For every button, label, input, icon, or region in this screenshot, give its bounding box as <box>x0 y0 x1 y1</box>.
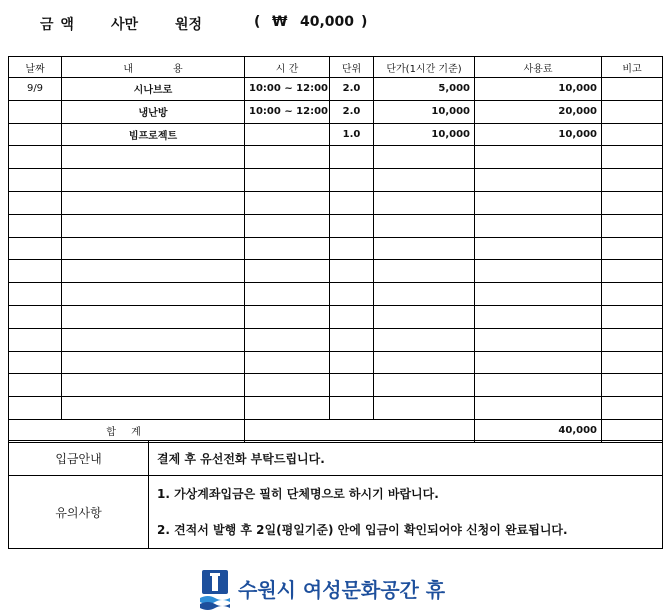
amount-header <box>0 14 668 36</box>
paren-open: ( <box>254 14 261 30</box>
cell-unit: 2.0 <box>330 100 374 123</box>
empty-cell <box>374 146 475 169</box>
cell-note <box>602 123 663 146</box>
cell-content: 냉난방 <box>62 100 245 123</box>
deposit-text: 결제 후 유선전화 부탁드립니다. <box>149 441 663 476</box>
empty-row <box>9 146 663 169</box>
empty-cell <box>475 328 602 351</box>
empty-cell <box>62 283 245 306</box>
deposit-row <box>9 441 663 476</box>
empty-cell <box>9 237 62 260</box>
col-header-content: 내 용 <box>62 57 245 78</box>
empty-cell <box>330 191 374 214</box>
empty-cell <box>374 328 475 351</box>
empty-cell <box>245 260 330 283</box>
empty-cell <box>9 260 62 283</box>
empty-cell <box>62 260 245 283</box>
empty-cell <box>374 283 475 306</box>
empty-cell <box>475 283 602 306</box>
empty-row <box>9 351 663 374</box>
empty-cell <box>330 169 374 192</box>
cell-note <box>602 100 663 123</box>
empty-cell <box>475 169 602 192</box>
empty-row <box>9 374 663 397</box>
cell-unit: 1.0 <box>330 123 374 146</box>
deposit-label: 입금안내 <box>9 441 149 476</box>
empty-row <box>9 169 663 192</box>
total-row <box>9 419 663 442</box>
empty-cell <box>9 214 62 237</box>
amount-words-2: 원정 <box>175 17 203 33</box>
amount-label: 금 액 <box>40 17 75 33</box>
empty-cell <box>330 260 374 283</box>
empty-cell <box>330 146 374 169</box>
empty-row <box>9 214 663 237</box>
empty-cell <box>602 191 663 214</box>
table-row <box>9 100 663 123</box>
empty-cell <box>245 397 330 420</box>
empty-row <box>9 260 663 283</box>
empty-cell <box>602 305 663 328</box>
empty-cell <box>475 374 602 397</box>
empty-cell <box>62 374 245 397</box>
empty-cell <box>245 305 330 328</box>
empty-cell <box>62 146 245 169</box>
empty-cell <box>374 237 475 260</box>
empty-cell <box>475 397 602 420</box>
cell-date: 9/9 <box>9 78 62 101</box>
empty-cell <box>9 328 62 351</box>
empty-cell <box>330 397 374 420</box>
cell-date <box>9 100 62 123</box>
empty-cell <box>602 169 663 192</box>
caution-item-2: 2. 견적서 발행 후 2일(평일기준) 안에 입금이 확인되어야 신청이 완료됩니다. <box>157 523 568 537</box>
empty-cell <box>602 397 663 420</box>
cell-unit-price: 5,000 <box>374 78 475 101</box>
empty-cell <box>602 374 663 397</box>
empty-cell <box>62 214 245 237</box>
empty-cell <box>602 214 663 237</box>
empty-cell <box>475 191 602 214</box>
empty-cell <box>9 374 62 397</box>
empty-cell <box>374 351 475 374</box>
col-header-fee: 사용료 <box>475 57 602 78</box>
empty-row <box>9 237 663 260</box>
empty-cell <box>374 305 475 328</box>
cell-time: 10:00 ~ 12:00 <box>245 78 330 101</box>
empty-cell <box>475 260 602 283</box>
empty-cell <box>330 351 374 374</box>
empty-cell <box>602 260 663 283</box>
empty-cell <box>245 351 330 374</box>
total-note <box>602 419 663 442</box>
empty-cell <box>330 374 374 397</box>
empty-cell <box>475 237 602 260</box>
empty-cell <box>330 214 374 237</box>
empty-cell <box>374 169 475 192</box>
empty-cell <box>62 305 245 328</box>
notes-table <box>8 440 663 549</box>
empty-cell <box>9 169 62 192</box>
amount-words-1: 사만 <box>111 17 139 33</box>
empty-cell <box>245 237 330 260</box>
cell-content: 빔프로젝트 <box>62 123 245 146</box>
empty-cell <box>475 305 602 328</box>
col-header-note: 비고 <box>602 57 663 78</box>
table-row <box>9 123 663 146</box>
table-header-row <box>9 57 663 78</box>
empty-cell <box>602 283 663 306</box>
empty-cell <box>245 374 330 397</box>
col-header-date: 날짜 <box>9 57 62 78</box>
cell-unit-price: 10,000 <box>374 123 475 146</box>
empty-cell <box>62 169 245 192</box>
empty-cell <box>374 260 475 283</box>
cell-date <box>9 123 62 146</box>
empty-cell <box>602 146 663 169</box>
empty-cell <box>475 351 602 374</box>
currency-symbol: ₩ <box>272 14 288 30</box>
empty-row <box>9 305 663 328</box>
empty-row <box>9 328 663 351</box>
cell-fee: 10,000 <box>475 123 602 146</box>
cell-time <box>245 123 330 146</box>
empty-cell <box>9 283 62 306</box>
empty-cell <box>374 214 475 237</box>
organization-logo <box>200 570 460 610</box>
empty-cell <box>245 328 330 351</box>
empty-cell <box>245 214 330 237</box>
empty-cell <box>62 237 245 260</box>
empty-cell <box>245 191 330 214</box>
empty-cell <box>330 305 374 328</box>
empty-cell <box>9 305 62 328</box>
cell-content: 시나브로 <box>62 78 245 101</box>
cell-unit: 2.0 <box>330 78 374 101</box>
col-header-unit: 단위 <box>330 57 374 78</box>
empty-cell <box>245 146 330 169</box>
usage-table <box>8 56 663 443</box>
total-value: 40,000 <box>475 419 602 442</box>
empty-cell <box>374 374 475 397</box>
lighthouse-logo-icon <box>200 570 230 610</box>
empty-cell <box>245 169 330 192</box>
empty-cell <box>62 191 245 214</box>
caution-label: 유의사항 <box>9 476 149 549</box>
total-blank <box>245 419 475 442</box>
col-header-time: 시 간 <box>245 57 330 78</box>
empty-cell <box>62 397 245 420</box>
col-header-unit-price: 단가(1시간 기준) <box>374 57 475 78</box>
empty-cell <box>9 146 62 169</box>
empty-cell <box>475 146 602 169</box>
empty-cell <box>602 237 663 260</box>
cell-unit-price: 10,000 <box>374 100 475 123</box>
empty-cell <box>374 191 475 214</box>
empty-row <box>9 397 663 420</box>
paren-close: ) <box>361 14 368 30</box>
empty-row <box>9 191 663 214</box>
empty-cell <box>602 328 663 351</box>
caution-row <box>9 476 663 549</box>
table-row <box>9 78 663 101</box>
empty-cell <box>330 237 374 260</box>
caution-item-1: 1. 가상계좌입금은 필히 단체명으로 하시기 바랍니다. <box>157 487 439 501</box>
empty-cell <box>374 397 475 420</box>
cell-fee: 20,000 <box>475 100 602 123</box>
amount-value: 40,000 <box>300 14 355 30</box>
organization-name: 수원시 여성문화공간 휴 <box>238 578 446 602</box>
caution-cell <box>149 476 663 549</box>
cell-note <box>602 78 663 101</box>
empty-cell <box>62 328 245 351</box>
empty-cell <box>330 328 374 351</box>
empty-cell <box>62 351 245 374</box>
empty-cell <box>245 283 330 306</box>
empty-cell <box>330 283 374 306</box>
cell-time: 10:00 ~ 12:00 <box>245 100 330 123</box>
cell-fee: 10,000 <box>475 78 602 101</box>
total-label: 합 계 <box>9 419 245 442</box>
empty-cell <box>9 191 62 214</box>
empty-cell <box>9 397 62 420</box>
empty-row <box>9 283 663 306</box>
empty-cell <box>475 214 602 237</box>
empty-cell <box>9 351 62 374</box>
empty-cell <box>602 351 663 374</box>
